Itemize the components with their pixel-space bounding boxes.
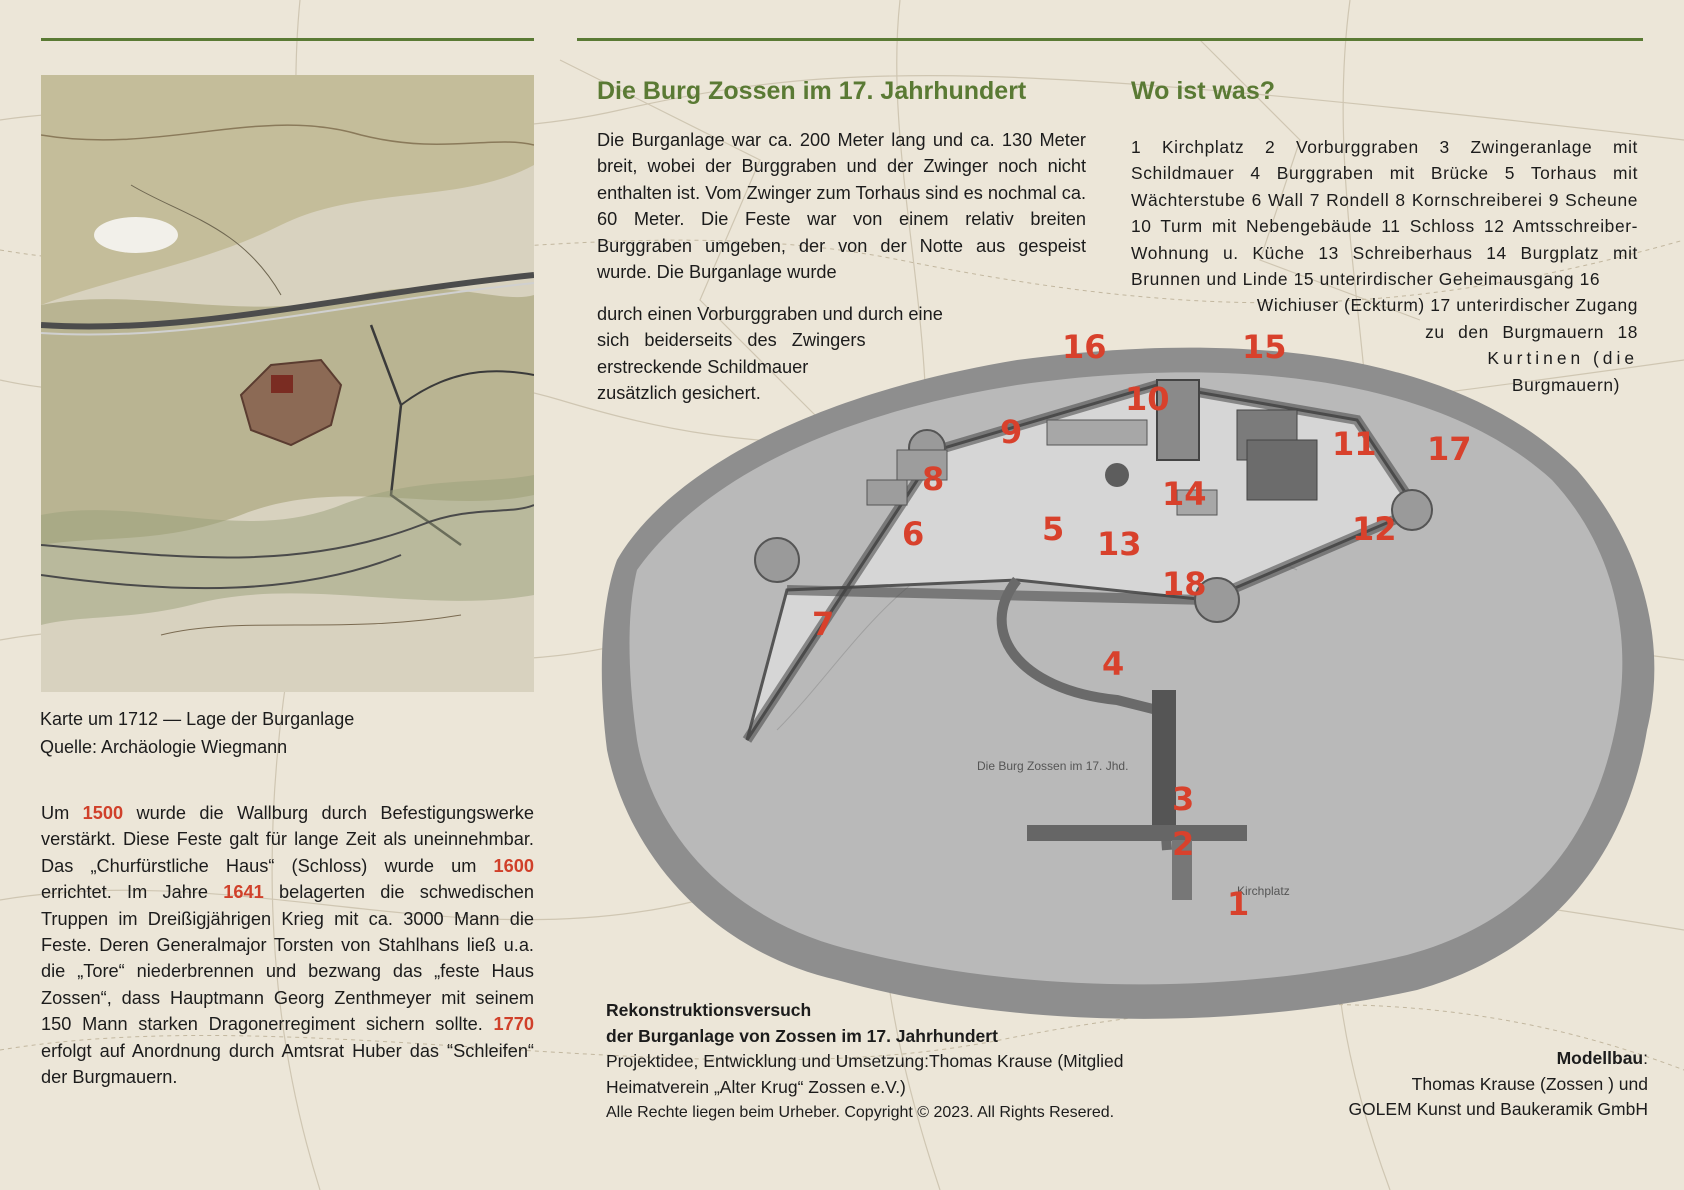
credits-rights: Alle Rechte liegen beim Urheber. Copyright © 2023. All Rights Resered. [606, 1104, 1115, 1121]
model-label-8: 8 [922, 460, 945, 498]
map-caption [40, 705, 354, 761]
year-1641: 1641 [223, 882, 264, 903]
modellbau-block [1348, 1046, 1648, 1123]
section1-line-b4: zusätzlich gesichert. [597, 383, 761, 404]
top-rule-right [577, 38, 1643, 41]
modellbau-heading: Modellbau: [1556, 1048, 1648, 1068]
model-label-16: 16 [1062, 330, 1107, 366]
castle-model-image [597, 330, 1667, 1050]
model-label-6: 6 [902, 515, 925, 553]
section2-title: Wo ist was? [1131, 77, 1276, 105]
legend-main: 1 Kirchplatz 2 Vorburggraben 3 Zwingeranlage mit Schildmauer 4 Burggraben mit Brücke 5 Torhaus mit Wächterstube 6 Wall 7 Rondell 8 Kornschreiberei 9 Scheune 10 Turm mit Nebengebäude 11 Schloss 12 Amtsschreiber-Wohnung u. Küche 13 Schreiberhaus 14 Burgplatz mit Brunnen und Linde 15 unterirdischer Geheimausgang 16 [1131, 137, 1638, 290]
history-part: errichtet. Im Jahre [41, 882, 224, 903]
section1-line-b1: durch einen Vorburggraben und durch eine [597, 304, 943, 324]
section1-line-b3: erstreckende Schildmauer [597, 356, 809, 377]
year-1770: 1770 [493, 1014, 534, 1035]
year-1500: 1500 [82, 803, 124, 823]
history-part: wurde die Wallburg durch Befestigungswerke verstärkt. Diese Feste galt für lange Zeit als uneinnehmbar. Das „Churfürstliche Haus“ (Schloss) wurde um [41, 803, 535, 876]
credits-title-1: Rekonstruktionsversuch [606, 1000, 812, 1020]
model-label-13: 13 [1097, 525, 1142, 563]
model-label-2: 2 [1172, 825, 1195, 863]
map-caption-line1: Karte um 1712 — Lage der Burganlage [40, 709, 355, 729]
section1-title: Die Burg Zossen im 17. Jahrhundert [597, 77, 1027, 105]
credits-block [606, 998, 1226, 1126]
legend-text [1131, 134, 1638, 398]
model-label-10: 10 [1125, 380, 1170, 418]
historic-map-image [41, 75, 534, 692]
model-label-4: 4 [1102, 645, 1125, 683]
history-part: Um [41, 803, 83, 823]
model-label-1: 1 [1227, 885, 1250, 923]
section1-text-b [597, 301, 981, 407]
model-plaque-text: Die Burg Zossen im 17. Jhd. [977, 759, 1129, 773]
section1-line-b2: sich beiderseits des Zwingers [597, 330, 866, 351]
model-label-15: 15 [1242, 330, 1287, 366]
model-label-18: 18 [1162, 565, 1207, 603]
map-caption-line2: Quelle: Archäologie Wiegmann [40, 737, 288, 757]
history-text [41, 800, 534, 1090]
model-label-17: 17 [1427, 430, 1472, 468]
section1-paragraph: Die Burganlage war ca. 200 Meter lang und ca. 130 Meter breit, wobei der Burggraben und der Zwinger noch nicht enthalten ist. Vom Zwinger zum Torhaus sind es nochmal ca. 60 Meter. Die Feste war von einem relativ breiten Burggraben umgeben, der von der Notte aus gespeist wurde. Die Burganlage wurde [597, 130, 1086, 283]
model-label-11: 11 [1332, 425, 1377, 463]
credits-title-2: der Burganlage von Zossen im 17. Jahrhundert [606, 1025, 998, 1046]
year-1600: 1600 [493, 855, 534, 876]
legend-line-r4: Burgmauern) [1511, 374, 1620, 395]
legend-line-r1: Wichiuser (Eckturm) 17 unterirdischer Zugang [1256, 295, 1638, 316]
top-rule-left [41, 38, 534, 41]
model-label-7: 7 [812, 605, 835, 643]
model-label-12: 12 [1352, 510, 1397, 548]
model-label-3: 3 [1172, 780, 1195, 818]
modellbau-line-1: Thomas Krause (Zossen ) und [1411, 1073, 1648, 1094]
model-label-5: 5 [1042, 510, 1065, 548]
model-kirchplatz-text: Kirchplatz [1237, 884, 1290, 898]
legend-line-r3: Kurtinen (die [1487, 348, 1638, 369]
model-label-9: 9 [1000, 413, 1023, 451]
modellbau-line-2: GOLEM Kunst und Baukeramik GmbH [1348, 1099, 1648, 1119]
history-part: erfolgt auf Anordnung durch Amtsrat Huber das “Schleifen“ der Burgmauern. [41, 1040, 534, 1088]
history-part: belagerten die schwedischen Truppen im Dreißigjährigen Krieg mit ca. 3000 Mann die Feste. Deren Generalmajor Torsten von Stahlhans ließ u.a. die „Tore“ niederbrennen und bezwang das „feste Haus Zossen“, dass Hauptmann Georg Zenthmeyer mit seinem 150 Mann starken Dragonerregiment sichern sollte. [41, 882, 534, 1035]
model-label-14: 14 [1162, 475, 1207, 513]
credits-line-3: Projektidee, Entwicklung und Umsetzung:Thomas Krause (Mitglied [606, 1051, 1124, 1071]
credits-line-4: Heimatverein „Alter Krug“ Zossen e.V.) [606, 1076, 906, 1097]
section1-text [597, 127, 1086, 285]
legend-line-r2: zu den Burgmauern 18 [1425, 321, 1638, 342]
